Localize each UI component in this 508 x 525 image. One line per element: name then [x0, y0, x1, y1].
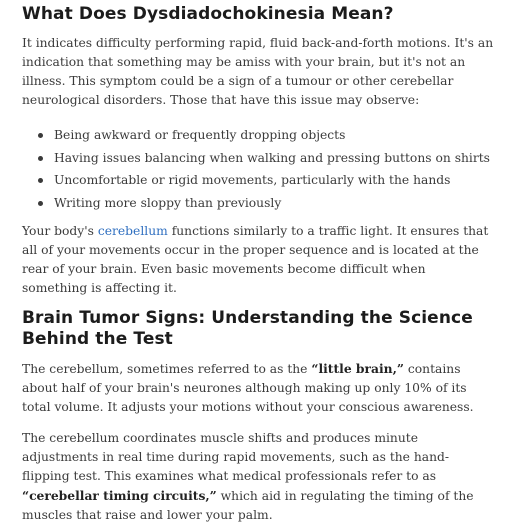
- bullet-icon: [38, 201, 43, 206]
- bullet-icon: [38, 156, 43, 161]
- paragraph-text: Your body's: [22, 224, 98, 238]
- article-content: [22, 4, 494, 525]
- list-item: [22, 124, 494, 147]
- paragraph-text: The cerebellum coordinates muscle shifts and produces minute adjustments in real time during rapid movements, such as the hand-flipping test. This examines what medical professionals refer to as: [22, 431, 450, 483]
- list-item-text: Having issues balancing when walking and pressing buttons on shirts: [54, 150, 490, 165]
- timing-circuits-emphasis: “cerebellar timing circuits,”: [22, 488, 217, 503]
- section-heading-brain-tumor-signs: Brain Tumor Signs: Understanding the Science Behind the Test: [22, 308, 473, 349]
- cerebellum-link[interactable]: cerebellum: [97, 224, 168, 238]
- paragraph-text: contains about half of your brain's neurones although making up only 10% of its total volume. It adjusts your motions without your conscious awareness.: [22, 362, 474, 414]
- list-item: [22, 192, 494, 215]
- paragraph-text: which aid in regulating the timing of the muscles that raise and lower your palm.: [22, 489, 474, 522]
- bullet-icon: [38, 133, 43, 138]
- intro-paragraph: It indicates difficulty performing rapid, fluid back-and-forth motions. It's an indication that something may be amiss with your brain, but it's not an illness. This symptom could be a sign of a tumour or other cerebellar neurological disorders. Those that have this issue may observe:: [22, 36, 494, 107]
- list-item: [22, 147, 494, 170]
- section-heading-dysdiadochokinesia: What Does Dysdiadochokinesia Mean?: [22, 4, 394, 24]
- paragraph-text: functions similarly to a traffic light. It ensures that all of your movements occur in the proper sequence and is located at the rear of your brain. Even basic movements become difficult when something is affecting it.: [22, 224, 489, 295]
- list-item-text: Uncomfortable or rigid movements, particularly with the hands: [54, 173, 451, 187]
- timing-circuits-paragraph: [22, 429, 494, 525]
- cerebellum-paragraph: [22, 222, 494, 298]
- little-brain-paragraph: [22, 359, 494, 417]
- list-item-text: Writing more sloppy than previously: [54, 195, 282, 210]
- list-item: [22, 169, 494, 192]
- bullet-icon: [38, 178, 43, 183]
- little-brain-emphasis: “little brain,”: [311, 361, 404, 376]
- paragraph-text: The cerebellum, sometimes referred to as the: [22, 362, 312, 376]
- symptom-list: [22, 124, 494, 214]
- list-item-text: Being awkward or frequently dropping objects: [54, 128, 346, 142]
